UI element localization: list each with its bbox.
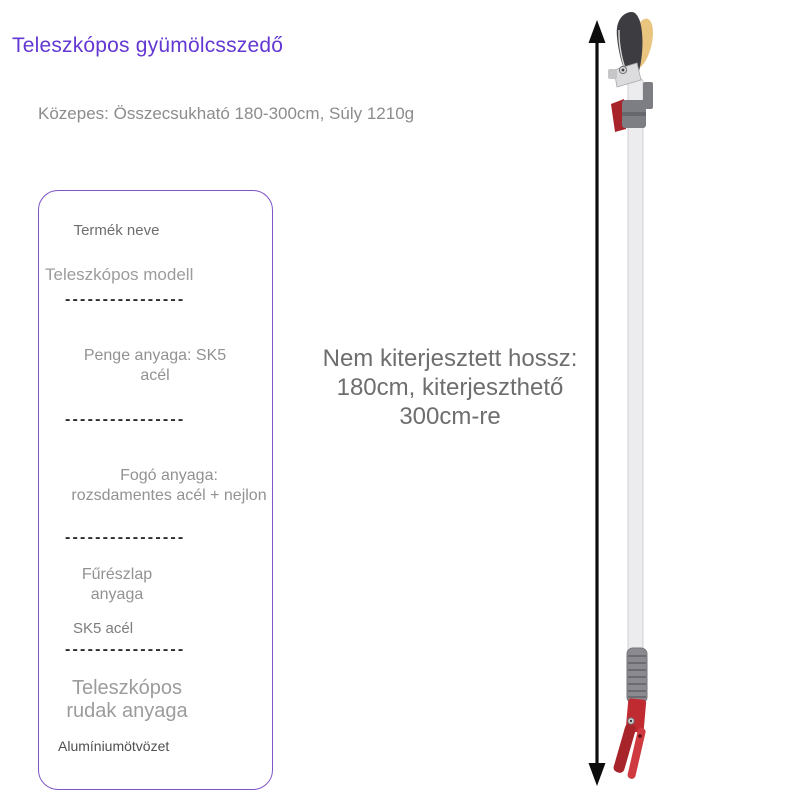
spec-pole-material-label-line2: rudak anyaga: [66, 700, 188, 722]
lock-collar: [611, 99, 646, 132]
spec-saw-blade-label-line1: Fűrészlap: [81, 566, 153, 583]
spec-saw-blade-label: [39, 565, 195, 605]
head-side-tab: [608, 69, 617, 79]
length-note-line3: 300cm-re: [399, 403, 501, 430]
grip-ribs: [628, 656, 646, 697]
product-variant-summary: Közepes: Összecsukható 180-300cm, Súly 1210g: [38, 104, 415, 123]
spec-divider: ----------------: [65, 291, 186, 308]
spec-pole-material-label: [39, 677, 215, 723]
spec-blade-material-line1: Penge anyaga: SK5: [83, 347, 227, 364]
spec-saw-blade-label-line2: anyaga: [90, 586, 144, 603]
pivot-bolt-core: [622, 69, 625, 72]
length-note-line1: Nem kiterjesztett hossz:: [322, 345, 578, 372]
spec-pole-material-label-line1: Teleszkópos: [71, 677, 183, 699]
product-photo: [570, 0, 680, 800]
spec-product-name-value: Teleszkópos modell: [45, 265, 194, 284]
spec-blade-material-line2: acél: [140, 367, 170, 384]
spec-pole-material-value: Alumíniumötvözet: [58, 738, 170, 754]
spec-divider: ----------------: [65, 641, 186, 658]
spec-divider: ----------------: [65, 529, 186, 546]
grip: [627, 648, 647, 703]
telescopic-pole: [628, 78, 643, 654]
spec-divider: ----------------: [65, 411, 186, 428]
length-arrow: [589, 20, 606, 786]
collar-seam: [622, 112, 646, 116]
length-note-line2: 180cm, kiterjeszthető: [336, 374, 564, 401]
length-note: [294, 344, 606, 431]
spec-saw-blade-value: SK5 acél: [73, 620, 134, 637]
trigger-rivet: [638, 734, 642, 738]
spec-gripper-material: [53, 466, 285, 506]
spec-product-name-label: Termék neve: [73, 222, 160, 239]
trigger-bolt-core: [630, 720, 632, 722]
spec-box: [38, 190, 273, 790]
pruner-head: [608, 12, 657, 87]
spec-gripper-material-line1: Fogó anyaga:: [120, 467, 218, 484]
page-title: Teleszkópos gyümölcsszedő: [12, 34, 284, 57]
spec-gripper-material-line2: rozsdamentes acél + nejlon: [71, 487, 267, 504]
spec-blade-material: [39, 346, 271, 386]
trigger-handle: [613, 698, 647, 779]
